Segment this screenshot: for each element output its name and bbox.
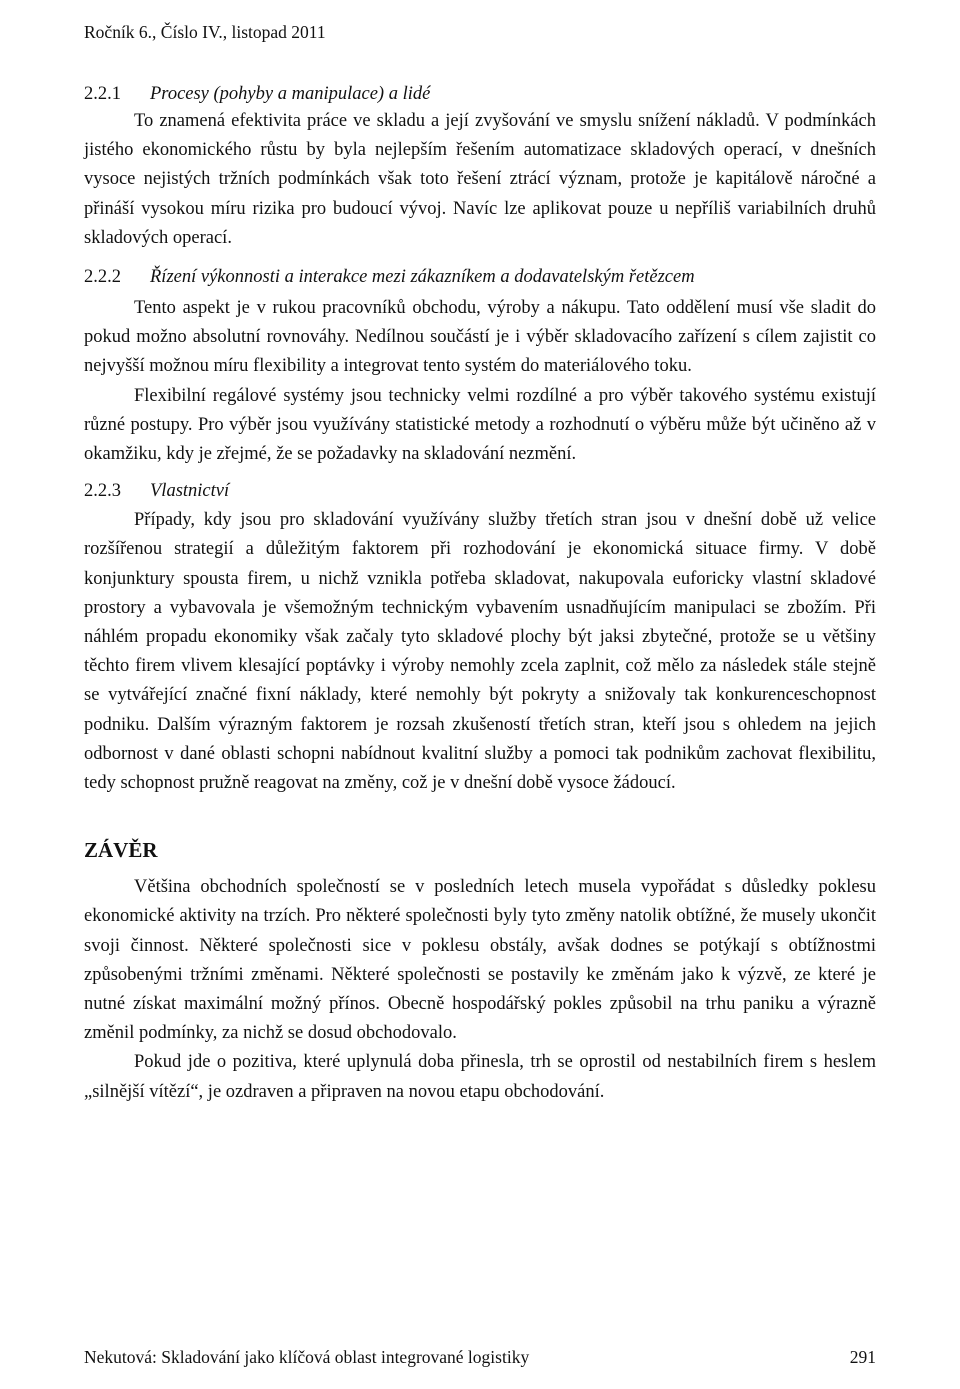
footer-title: Nekutová: Skladování jako klíčová oblast integrované logistiky [84,1347,530,1367]
paragraph: Případy, kdy jsou pro skladování využívány služby třetích stran jsou v dnešní době už velice rozšířenou strategií a důležitým faktorem při rozhodování je ekonomická situace firmy. V době konjunktury spousta firem, u nichž vznikla potřeba skladovat, nakupovala euforicky vlastní skladové prostory a vybavovala je všemožným technickým vybavením usnadňujícím manipulaci se zbožím. Při náhlém propadu ekonomiky však začaly tyto skladové plochy být jaksi zbytečné, protože se u většiny těchto firem vlivem klesající poptávky i výroby nemohly zcela zaplnit, což mělo za následek stále stejně se vytvářející značné fixní náklady, které nemohly být pokryty a snižovaly tak konkurenceschopnost podniku. Dalším výrazným faktorem je rozsah zkušeností třetích stran, kteří jsou s ohledem na jejich odbornost v dané oblasti schopni nabídnout kvalitní služby a pomoci tak podnikům zachovat flexibilitu, tedy schopnost pružně reagovat na změny, což je v dnešní době vysoce žádoucí. [84,510,876,794]
section-heading [84,84,876,105]
section-heading [84,481,876,502]
conclusion-heading: ZÁVĚR [84,838,158,863]
page-number: 291 [849,1347,876,1367]
section-title: Řízení výkonnosti a interakce mezi zákazníkem a dodavatelským řetězcem [150,267,695,288]
paragraph: To znamená efektivita práce ve skladu a její zvyšování ve smyslu snížení nákladů. V podmínkách jistého ekonomického růstu by byla nejlepším řešením automatizace skladových operací, v dnešních vysoce nejistých tržních podmínkách však toto řešení ztrácí význam, protože je kapitálově náročné a přináší vysokou míru rizika pro budoucí vývoj. Navíc lze aplikovat pouze u nepříliš variabilních druhů skladových operací. [84,111,876,248]
paragraph: Pokud jde o pozitiva, které uplynulá doba přinesla, trh se oprostil od nestabilních firem s heslem „silnější vítězí“, je ozdraven a připraven na novou etapu obchodování. [84,1052,876,1102]
section-title: Vlastnictví [150,481,230,502]
section-title: Procesy (pohyby a manipulace) a lidé [150,84,431,104]
paragraph: Tento aspekt je v rukou pracovníků obchodu, výroby a nákupu. Tato oddělení musí vše sladit do pokud možno absolutní rovnováhy. Nedílnou součástí je i výběr skladovacího zařízení s cílem zajistit co nejvyšší možnou míru flexibility a integrovat tento systém do materiálového toku. [84,298,876,377]
paragraph: Flexibilní regálové systémy jsou technicky velmi rozdílné a pro výběr takového systému existují různé postupy. Pro výběr jsou využívány statistické metody a rozhodnutí o výběru může být učiněno až v okamžiku, kdy je zřejmé, že se požadavky na skladování nezmění. [84,385,876,465]
paragraph: Většina obchodních společností se v posledních letech musela vypořádat s důsledky poklesu ekonomické aktivity na trzích. Pro některé společnosti byly tyto změny natolik obtížné, že musely ukončit svoji činnost. Některé společnosti sice v poklesu obstály, avšak dodnes se potýkají s obtížnostmi způsobenými tržními změnami. Některé společnosti se postavily ke změnám jako k výzvě, ze které je nutné získat maximální možný přínos. Obecně hospodářský pokles způsobil na trhu paniku a výrazně změnil podmínky, za nichž se dosud obchodovalo. [84,877,876,1044]
section-heading [84,267,876,288]
section-number: 2.2.3 [84,481,121,502]
section-number: 2.2.1 [84,84,121,104]
running-header: Ročník 6., Číslo IV., listopad 2011 [84,22,326,42]
section-number: 2.2.2 [84,267,121,288]
running-footer [84,1347,876,1368]
article-body [84,82,876,1107]
